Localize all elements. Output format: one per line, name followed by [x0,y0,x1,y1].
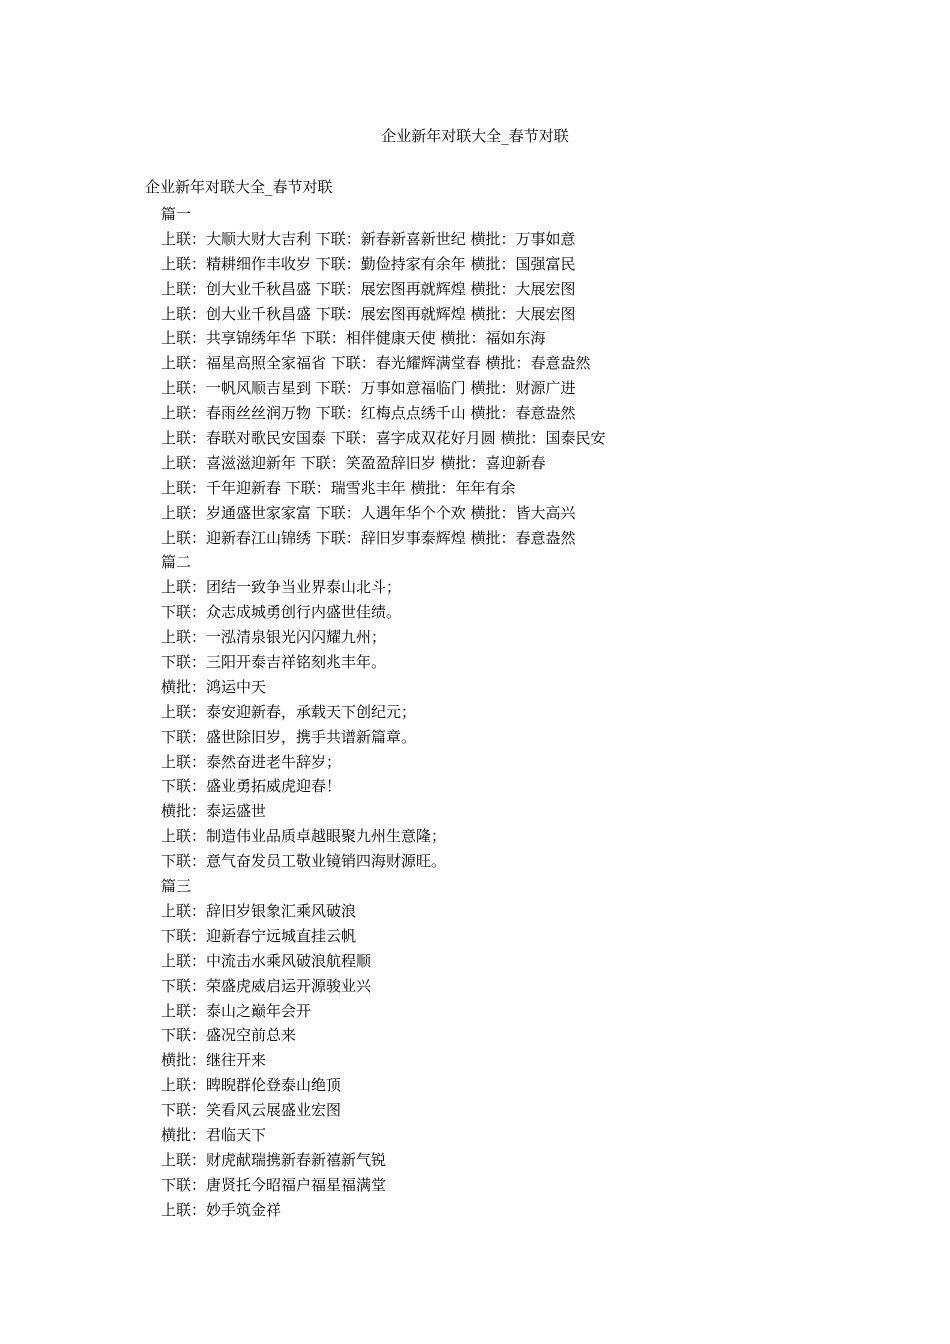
couplet-line: 横批：鸿运中天 [161,677,267,696]
couplet-line: 横批：继往开来 [161,1051,267,1070]
couplet-line: 横批：君临天下 [161,1125,267,1144]
couplet-line: 上联：辞旧岁银象汇乘风破浪 [161,901,357,920]
couplet-line: 下联：迎新春宁远城直挂云帆 [161,926,357,945]
couplet-line: 下联：盛况空前总来 [161,1026,297,1045]
couplet-line: 上联：创大业千秋昌盛 下联：展宏图再就辉煌 横批：大展宏图 [161,279,576,298]
section-heading: 篇二 [161,553,192,572]
couplet-line: 上联：妙手筑金祥 [161,1200,282,1219]
couplet-line: 上联：一泓清泉银光闪闪耀九州； [161,628,387,647]
couplet-line: 上联：团结一致争当业界泰山北斗； [161,578,402,597]
couplet-line: 上联：中流击水乘风破浪航程顺 [161,951,372,970]
couplet-line: 上联：泰安迎新春，承载天下创纪元； [161,702,417,721]
document-subtitle: 企业新年对联大全_春节对联 [145,178,333,196]
page-title: 企业新年对联大全_春节对联 [381,127,569,145]
couplet-line: 横批：泰运盛世 [161,802,267,821]
couplet-line: 上联：喜滋滋迎新年 下联：笑盈盈辞旧岁 横批：喜迎新春 [161,453,546,472]
couplet-line: 下联：盛世除旧岁，携手共谱新篇章。 [161,727,417,746]
couplet-line: 上联：岁通盛世家家富 下联：人遇年华个个欢 横批：皆大高兴 [161,503,576,522]
couplet-line: 上联：泰然奋进老牛辞岁； [161,752,342,771]
couplet-line: 下联：笑看风云展盛业宏图 [161,1101,342,1120]
couplet-line: 上联：睥睨群伦登泰山绝顶 [161,1076,342,1095]
couplet-line: 上联：一帆风顺吉星到 下联：万事如意福临门 横批：财源广进 [161,379,576,398]
couplet-line: 下联：三阳开泰吉祥铭刻兆丰年。 [161,653,387,672]
couplet-line: 上联：迎新春江山锦绣 下联：辞旧岁事泰辉煌 横批：春意盎然 [161,528,576,547]
couplet-line: 上联：春雨丝丝润万物 下联：红梅点点绣千山 横批：春意盎然 [161,404,576,423]
couplet-line: 上联：泰山之巅年会开 [161,1001,312,1020]
section-heading: 篇一 [161,205,192,223]
couplet-line: 下联：唐贤托今昭福户福星福满堂 [161,1175,387,1194]
couplet-line: 上联：共享锦绣年华 下联：相伴健康天使 横批：福如东海 [161,329,546,348]
couplet-line: 下联：荣盛虎威启运开源骏业兴 [161,976,372,995]
couplet-line: 下联：意气奋发员工敬业镜销四海财源旺。 [161,852,447,871]
couplet-line: 上联：福星高照全家福省 下联：春光耀辉满堂春 横批：春意盎然 [161,354,591,373]
couplet-line: 下联：众志成城勇创行内盛世佳绩。 [161,603,402,622]
couplet-line: 上联：创大业千秋昌盛 下联：展宏图再就辉煌 横批：大展宏图 [161,304,576,323]
section-heading: 篇三 [161,877,192,896]
couplet-line: 下联：盛业勇拓威虎迎春！ [161,777,342,796]
couplet-line: 上联：财虎献瑞携新春新禧新气锐 [161,1150,387,1169]
couplet-list [161,202,606,1223]
couplet-line: 上联：大顺大财大吉利 下联：新春新喜新世纪 横批：万事如意 [161,229,576,248]
couplet-line: 上联：千年迎新春 下联：瑞雪兆丰年 横批：年年有余 [161,478,516,497]
couplet-line: 上联：精耕细作丰收岁 下联：勤俭持家有余年 横批：国强富民 [161,254,576,273]
couplet-line: 上联：春联对歌民安国泰 下联：喜字成双花好月圆 横批：国泰民安 [161,429,606,448]
couplet-line: 上联：制造伟业品质卓越眼聚九州生意隆； [161,827,447,846]
